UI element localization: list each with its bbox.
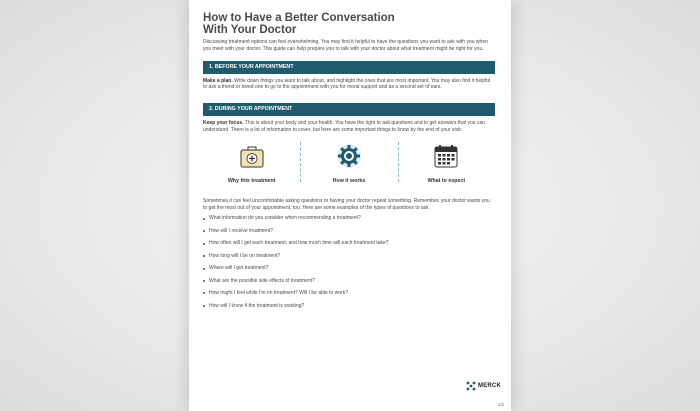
page-number: 1/2 xyxy=(497,402,504,407)
page-content xyxy=(203,12,495,315)
section2-lead: Keep your focus. xyxy=(203,120,244,127)
topic-what-to-expect xyxy=(398,140,495,196)
questions-intro: Sometimes it can feel uncomfortable asking questions or having your doctor repeat something. Remember, your doctor wants you to get the most out of your appointment, too. Here are some examples of the types of questions to ask. xyxy=(203,197,490,211)
section2-paragraph xyxy=(203,120,495,134)
list-item: How will I receive treatment? xyxy=(203,228,495,235)
topic-label: Why this treatment xyxy=(227,177,276,184)
section1-paragraph xyxy=(203,78,495,92)
list-item: How might I feel while I'm on treatment? Will I be able to work? xyxy=(203,290,495,297)
topic-why-this-treatment xyxy=(203,140,300,196)
section1-lead: Make a plan. xyxy=(203,77,233,84)
topic-how-it-works xyxy=(300,140,397,196)
title-line-2: With Your Doctor xyxy=(203,24,297,36)
questions-list xyxy=(203,215,495,309)
list-item: How often will I get each treatment, and how much time will each treatment take? xyxy=(203,240,495,247)
list-item: How long will I be on treatment? xyxy=(203,253,495,260)
key-topics-row xyxy=(203,140,495,196)
merck-logo xyxy=(466,381,501,391)
list-item: What information do you consider when recommending a treatment? xyxy=(203,215,495,222)
title-line-1: How to Have a Better Conversation xyxy=(203,12,395,24)
page-title xyxy=(203,12,495,36)
list-item: Where will I get treatment? xyxy=(203,265,495,272)
section2-body: This is about your body and your health. You have the right to ask questions and to get answers that you can understand. There is a lot of information to cover, but here are some important things to know by the end of your visit: xyxy=(203,120,486,133)
document-page xyxy=(189,0,511,411)
merck-logo-mark-icon xyxy=(466,381,476,391)
list-item: How will I know if the treatment is working? xyxy=(203,303,495,310)
section-heading-during: 2. DURING YOUR APPOINTMENT xyxy=(203,103,495,116)
section1-body: Write down things you want to talk about, and highlight the ones that are most important. You may also find it helpful to ask a friend or loved one to go to the appointment with you for moral support and as a second set of ears. xyxy=(203,77,491,91)
medical-kit-icon xyxy=(236,140,268,172)
list-item: What are the possible side effects of treatment? xyxy=(203,278,495,285)
gear-icon xyxy=(333,140,365,172)
intro-paragraph: Discussing treatment options can feel overwhelming. You may find it helpful to have the questions you want to ask with you when you meet with your doctor. This guide can help prepare you to talk with your doctor about what treatment might be right for you. xyxy=(203,39,488,52)
calendar-icon xyxy=(430,140,462,172)
section-heading-before: 1. BEFORE YOUR APPOINTMENT xyxy=(203,61,495,74)
topic-label: How it works xyxy=(332,177,366,184)
merck-logo-text: MERCK xyxy=(478,383,501,389)
topic-label: What to expect xyxy=(427,177,466,184)
